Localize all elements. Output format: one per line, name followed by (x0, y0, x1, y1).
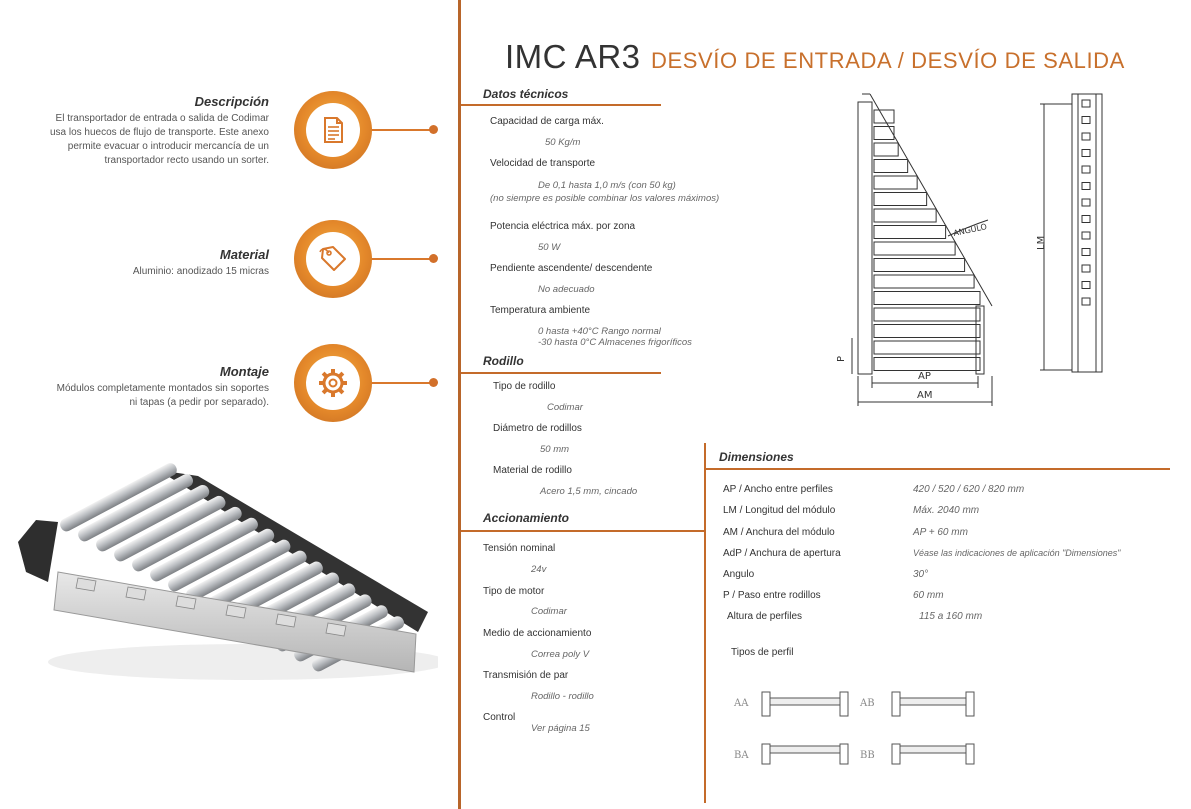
spec-label: Tipo de rodillo (493, 381, 556, 392)
drawing-roller (874, 341, 980, 354)
section-rule (461, 104, 661, 106)
spec-value: 0 hasta +40°C Rango normal (538, 326, 661, 337)
dim-value: 30° (913, 569, 929, 580)
spec-value: No adecuado (538, 284, 595, 295)
drawing-roller (874, 292, 980, 305)
ap-label: AP (918, 371, 931, 382)
montaje-line: ni tapas (a pedir por separado). (129, 397, 269, 408)
dim-label: Altura de perfiles (727, 611, 803, 622)
dim-label: AM / Anchura del módulo (723, 527, 835, 538)
descripcion-line: permite evacuar o introducir mercancía de un (67, 141, 269, 152)
spec-value: Codimar (547, 402, 583, 413)
spec-label: Diámetro de rodillos (493, 423, 582, 434)
drawing-roller (874, 259, 965, 272)
spec-label: Medio de accionamiento (483, 628, 592, 639)
spec-value: Acero 1,5 mm, cincado (540, 486, 638, 497)
spec-value-note: -30 hasta 0°C Almacenes frigoríficos (538, 337, 692, 348)
dim-value: 420 / 520 / 620 / 820 mm (913, 484, 1025, 495)
connector-dot (429, 125, 438, 134)
drawing-roller (874, 209, 936, 222)
page-title (505, 38, 1125, 76)
side-hole (1082, 216, 1090, 223)
descripcion-heading: Descripción (194, 94, 269, 109)
profile-label: AA (734, 698, 749, 709)
spec-label: Control (483, 712, 516, 723)
spec-value-note: (no siempre es posible combinar los valores máximos) (490, 193, 720, 204)
side-hole (1082, 265, 1090, 272)
dim-label: AP / Ancho entre perfiles (723, 484, 833, 495)
montaje-heading: Montaje (219, 364, 269, 379)
dim-value: 115 a 160 mm (919, 611, 983, 622)
datos-heading: Datos técnicos (483, 87, 569, 101)
side-hole (1082, 199, 1090, 206)
dim-label: AdP / Anchura de apertura (723, 548, 841, 559)
profile-diagrams (760, 688, 980, 770)
model-name: IMC AR3 (505, 38, 641, 75)
side-hole (1082, 298, 1090, 305)
dim-label: Angulo (723, 569, 755, 580)
dimensiones-heading: Dimensiones (719, 450, 794, 464)
spec-value: 50 mm (540, 444, 570, 455)
dimensiones-divider (704, 443, 706, 803)
drawing-roller (874, 358, 980, 371)
spec-label: Pendiente ascendente/ descendente (490, 263, 653, 274)
side-hole (1082, 183, 1090, 190)
descripcion-line: usa los huecos de flujo de transporte. Este anexo (49, 127, 269, 138)
product-photo (18, 462, 438, 692)
profile-label: BB (860, 750, 875, 761)
drawing-roller (874, 193, 927, 206)
p-label: P (836, 355, 847, 362)
descripcion-badge (294, 91, 372, 169)
drawing-roller (874, 176, 917, 189)
side-hole (1082, 117, 1090, 124)
montaje-text (9, 382, 269, 410)
spec-value: Codimar (531, 606, 567, 617)
spec-label: Potencia eléctrica máx. por zona (490, 221, 636, 232)
drawing-roller (874, 143, 898, 156)
side-hole (1082, 133, 1090, 140)
lm-label: LM (1036, 235, 1047, 250)
side-hole (1082, 100, 1090, 107)
material-badge (294, 220, 372, 298)
dim-value: Máx. 2040 mm (913, 505, 980, 516)
descripcion-text (9, 112, 269, 168)
drawing-roller (874, 242, 955, 255)
price-tag-icon (317, 243, 349, 275)
drawing-roller (874, 110, 894, 123)
dim-value: 60 mm (913, 590, 944, 601)
drawing-roller (874, 226, 946, 239)
angulo-label: ANGULO (952, 222, 988, 238)
material-text: Aluminio: anodizado 15 micras (132, 266, 269, 277)
spec-value: 50 W (538, 242, 561, 253)
document-icon (318, 115, 348, 145)
technical-drawing (830, 88, 1130, 408)
drawing-roller (874, 275, 974, 288)
dim-label: P / Paso entre rodillos (723, 590, 821, 601)
spec-value: 24v (531, 564, 547, 575)
spec-label: Tensión nominal (483, 543, 556, 554)
side-hole (1082, 249, 1090, 256)
descripcion-line: El transportador de entrada o salida de Codimar (55, 113, 269, 124)
profile-label: BA (734, 750, 749, 761)
spec-label: Tipo de motor (483, 586, 545, 597)
montaje-badge (294, 344, 372, 422)
spec-value: Correa poly V (531, 649, 590, 660)
spec-value: Ver página 15 (531, 723, 590, 734)
connector-dot (429, 378, 438, 387)
drawing-roller (874, 160, 908, 173)
spec-label: Transmisión de par (483, 670, 569, 681)
am-label: AM (917, 390, 933, 401)
rodillo-heading: Rodillo (483, 354, 524, 368)
montaje-line: Módulos completamente montados sin soportes (56, 383, 269, 394)
dim-value: AP + 60 mm (913, 527, 968, 538)
side-hole (1082, 166, 1090, 173)
side-hole (1082, 282, 1090, 289)
section-rule (706, 468, 1170, 470)
section-rule (461, 530, 706, 532)
side-hole (1082, 232, 1090, 239)
spec-label: Material de rodillo (493, 465, 572, 476)
gear-icon (317, 367, 349, 399)
spec-value: Rodillo - rodillo (531, 691, 594, 702)
section-rule (461, 372, 661, 374)
spec-value: 50 Kg/m (545, 137, 581, 148)
material-heading: Material (219, 247, 269, 262)
dim-label: LM / Longitud del módulo (723, 505, 836, 516)
side-hole (1082, 150, 1090, 157)
spec-label: Velocidad de transporte (490, 158, 596, 169)
connector-dot (429, 254, 438, 263)
drawing-roller (874, 308, 980, 321)
model-subtitle: DESVÍO DE ENTRADA / DESVÍO DE SALIDA (651, 48, 1125, 73)
tipos-perfil-label: Tipos de perfil (731, 647, 794, 658)
spec-label: Temperatura ambiente (490, 305, 591, 316)
spec-value: De 0,1 hasta 1,0 m/s (con 50 kg) (538, 180, 676, 191)
dim-value: Véase las indicaciones de aplicación "Dimensiones" (913, 548, 1121, 558)
accionamiento-heading: Accionamiento (483, 511, 570, 525)
descripcion-line: transportador recto usando un sorter. (104, 155, 269, 166)
spec-label: Capacidad de carga máx. (490, 116, 604, 127)
profile-label: AB (860, 698, 875, 709)
drawing-roller (874, 127, 894, 140)
drawing-roller (874, 325, 980, 338)
vertical-divider (458, 0, 461, 809)
